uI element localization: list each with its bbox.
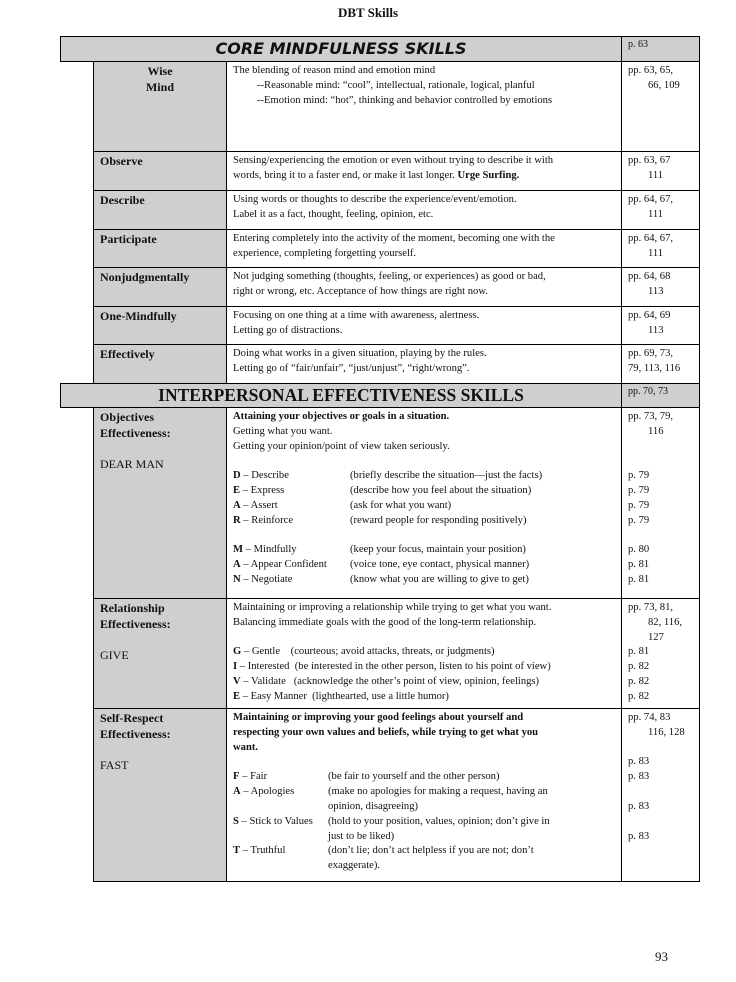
row-pages: pp. 63, 67 111 — [621, 152, 699, 190]
row-label: Wise Mind — [94, 62, 227, 151]
acronym-fast: FAST — [100, 758, 129, 773]
document-title: DBT Skills — [337, 5, 399, 20]
interpersonal-effectiveness-header — [60, 383, 700, 408]
section-pages: p. 63 — [621, 37, 699, 61]
row-pages: pp. 69, 73, 79, 113, 116 — [621, 345, 699, 383]
row-label: Effectively — [94, 345, 227, 383]
list-item: S – Stick to Values (hold to your position, values, opinion; don’t give in — [233, 815, 550, 827]
list-item: V – Validate (acknowledge the other’s point of view, opinion, feelings) — [233, 676, 540, 688]
nonjudgmentally-row — [94, 267, 699, 306]
row-label: Observe — [94, 152, 227, 190]
core-mindfulness-table — [93, 62, 700, 384]
row-label: Participate — [94, 230, 227, 267]
row-description: Sensing/experiencing the emotion or even without trying to describe it with words, bring it to a faster end, or make it last longer. Urge Surfing. — [233, 155, 554, 181]
describe-row — [94, 190, 699, 229]
section-title: INTERPERSONAL EFFECTIVENESS SKILLS — [158, 385, 524, 405]
row-label: Describe — [94, 191, 227, 229]
list-item: A – Assert (ask for what you want) — [233, 499, 452, 511]
row-description: Entering completely into the activity of the moment, becoming one with the experience, completing forgetting yourself. — [233, 233, 555, 259]
acronym-dear-man: DEAR MAN — [100, 457, 164, 472]
row-pages: pp. 74, 83 116, 128 p. 83 p. 83 p. 83 p. 83 — [621, 709, 699, 881]
effectively-row — [94, 344, 699, 383]
row-pages: pp. 73, 81, 82, 116, 127 p. 81 p. 82 p. 82 p. 82 — [621, 599, 699, 708]
observe-row — [94, 151, 699, 190]
wise-mind-row — [94, 62, 699, 151]
row-pages: pp. 64, 69 113 — [621, 307, 699, 344]
row-description: Attaining your objectives or goals in a situation. Getting what you want. Getting your opinion/point of view taken seriously. D – Describe (briefly describe the situation—just the facts) E – Express (describe how you feel about the situation) A – Assert (ask for what you want) R – Reinforce (reward people for responding positively) M – Mindfully (keep your focus, maintain your position) A – Appear Confident (voice tone, eye contact, physical manner) N – Negotiate (know what you are willing to give to get) — [227, 408, 621, 598]
list-item: T – Truthful (don’t lie; don’t act helpless if you are not; don’t — [233, 845, 534, 857]
list-item: F – Fair (be fair to yourself and the other person) — [233, 771, 500, 783]
section-pages: pp. 70, 73 — [621, 384, 699, 407]
row-description: Maintaining or improving a relationship while trying to get what you want. Balancing immediate goals with the good of the long-term relationship. G – Gentle (courteous; avoid attacks, threats, or judgments) I – Interested (be interested in the other person, listen to his point of view) V – Validate (acknowledge the other’s point of view, opinion, feelings) E – Easy Manner (lighthearted, use a little humor) — [227, 599, 621, 708]
row-pages: pp. 64, 67, 111 — [621, 191, 699, 229]
row-description: Maintaining or improving your good feelings about yourself and respecting your own values and beliefs, while trying to get what you want. F – Fair (be fair to yourself and the other person) A – Apologies (make no apologies for making a request, having an opinion, disagreeing) S – Stick to Values (hold to your position, values, opinion; don’t give in just to be liked) T – Truthful (don’t lie; don’t act helpless if you are not; don’t exaggerate). — [227, 709, 621, 881]
acronym-give: GIVE — [100, 648, 129, 663]
self-respect-effectiveness-row — [94, 708, 699, 881]
participate-row — [94, 229, 699, 267]
list-item: R – Reinforce (reward people for responding positively) — [233, 514, 527, 526]
urge-surfing-label: Urge Surfing. — [457, 169, 520, 181]
row-label: Self-Respect Effectiveness: FAST — [94, 709, 227, 881]
page-number: 93 — [655, 949, 668, 964]
row-label: Nonjudgmentally — [94, 268, 227, 306]
interpersonal-effectiveness-table — [93, 408, 700, 882]
section-title: CORE MINDFULNESS SKILLS — [215, 39, 467, 58]
list-item: A – Appear Confident (voice tone, eye contact, physical manner) — [233, 559, 530, 571]
row-pages: pp. 64, 68 113 — [621, 268, 699, 306]
row-label: Objectives Effectiveness: DEAR MAN — [94, 408, 227, 598]
relationship-effectiveness-row — [94, 598, 699, 708]
one-mindfully-row — [94, 306, 699, 344]
row-pages: pp. 64, 67, 111 — [621, 230, 699, 267]
row-description: Doing what works in a given situation, playing by the rules. Letting go of “fair/unfair”, “just/unjust”, “right/wrong”. — [233, 348, 487, 374]
objectives-effectiveness-row — [94, 408, 699, 598]
row-pages: pp. 73, 79, 116 p. 79 p. 79 p. 79 p. 79 p. 80 p. 81 p. 81 — [621, 408, 699, 598]
row-label: One-Mindfully — [94, 307, 227, 344]
list-item: E – Express (describe how you feel about the situation) — [233, 485, 532, 497]
row-description: Focusing on one thing at a time with awareness, alertness. Letting go of distractions. — [233, 310, 480, 336]
list-item: A – Apologies (make no apologies for making a request, having an — [233, 786, 548, 798]
row-label: Relationship Effectiveness: GIVE — [94, 599, 227, 708]
row-pages: pp. 63, 65, 66, 109 — [621, 62, 699, 151]
list-item: I – Interested (be interested in the other person, listen to his point of view) — [233, 661, 551, 673]
list-item: E – Easy Manner (lighthearted, use a little humor) — [233, 690, 449, 702]
list-item: D – Describe (briefly describe the situation—just the facts) — [233, 470, 543, 482]
core-mindfulness-header — [60, 36, 700, 62]
list-item: N – Negotiate (know what you are willing to give to get) — [233, 574, 529, 586]
list-item: M – Mindfully (keep your focus, maintain your position) — [233, 544, 526, 556]
row-description: Not judging something (thoughts, feeling, or experiences) as good or bad, right or wrong, etc. Acceptance of how things are right now. — [233, 271, 546, 297]
list-item: G – Gentle (courteous; avoid attacks, threats, or judgments) — [233, 646, 495, 658]
row-description: Using words or thoughts to describe the experience/event/emotion. Label it as a fact, thought, feeling, opinion, etc. — [233, 194, 517, 220]
row-description: The blending of reason mind and emotion mind --Reasonable mind: “cool”, intellectual, rationale, logical, planful --Emotion mind: “hot”, thinking and behavior controlled by emotions — [233, 65, 553, 106]
